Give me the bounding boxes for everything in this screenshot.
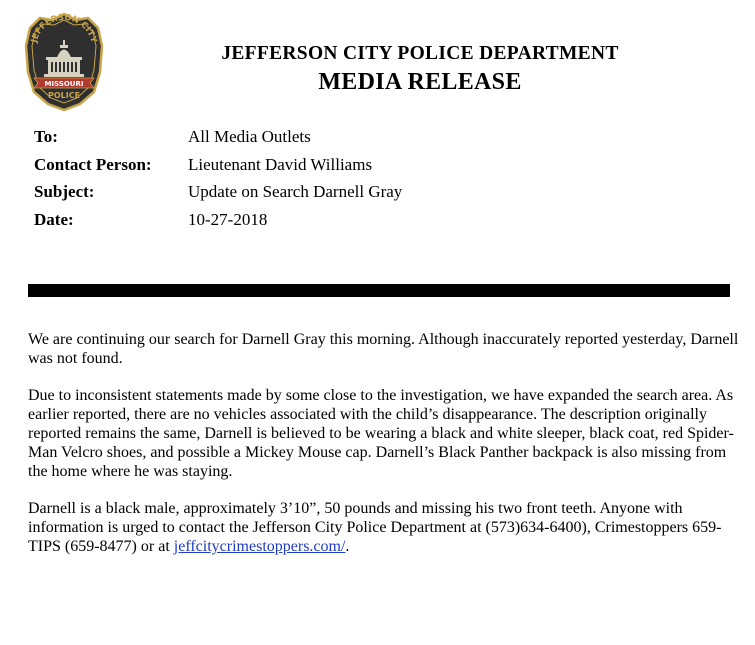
subject-value: Update on Search Darnell Gray bbox=[188, 182, 403, 201]
to-label: To: bbox=[34, 127, 58, 146]
police-badge-logo bbox=[24, 12, 104, 112]
date-value: 10-27-2018 bbox=[188, 209, 268, 229]
crimestoppers-link[interactable]: jeffcitycrimestoppers.com/ bbox=[173, 538, 346, 555]
divider-bar bbox=[28, 284, 730, 297]
paragraph-1: We are continuing our search for Darnell Gray this morning. Although inaccurately reported yesterday, Darnell was not found. bbox=[28, 331, 739, 367]
badge-ribbon-text: MISSOURI bbox=[44, 80, 84, 88]
department-name: JEFFERSON CITY POLICE DEPARTMENT bbox=[221, 43, 619, 64]
paragraph-2: Due to inconsistent statements made by some close to the investigation, we have expanded the search area. As earlier reported, there are no vehicles associated with the child’s disappearance. The description originally reported remains the same, Darnell is believed to be wearing a black and white sleeper, black coat, red Spider-Man Velcro shoes, and possible a Mickey Mouse cap. Darnell’s Black Panther backpack is also missing from the home where he was staying. bbox=[28, 387, 734, 480]
paragraph-3-end: . bbox=[345, 538, 350, 555]
contact-label: Contact Person: bbox=[34, 154, 152, 174]
badge-top-text: JEFFERSON CITY bbox=[29, 12, 99, 44]
paragraph-3 bbox=[28, 499, 740, 556]
release-title: MEDIA RELEASE bbox=[318, 69, 522, 95]
date-label: Date: bbox=[34, 209, 74, 229]
to-value: All Media Outlets bbox=[188, 127, 311, 146]
badge-bottom-text: POLICE bbox=[47, 91, 81, 100]
subject-label: Subject: bbox=[34, 182, 95, 201]
contact-value: Lieutenant David Williams bbox=[188, 154, 373, 174]
release-body bbox=[28, 330, 740, 574]
paragraph-3-text: Darnell is a black male, approximately 3’10”, 50 pounds and missing his two front teeth. Anyone with information is urged to contact the Jefferson City Police Department at (573)634-6400), Crimestoppers 659-TIPS (659-8477) or at bbox=[28, 500, 722, 555]
